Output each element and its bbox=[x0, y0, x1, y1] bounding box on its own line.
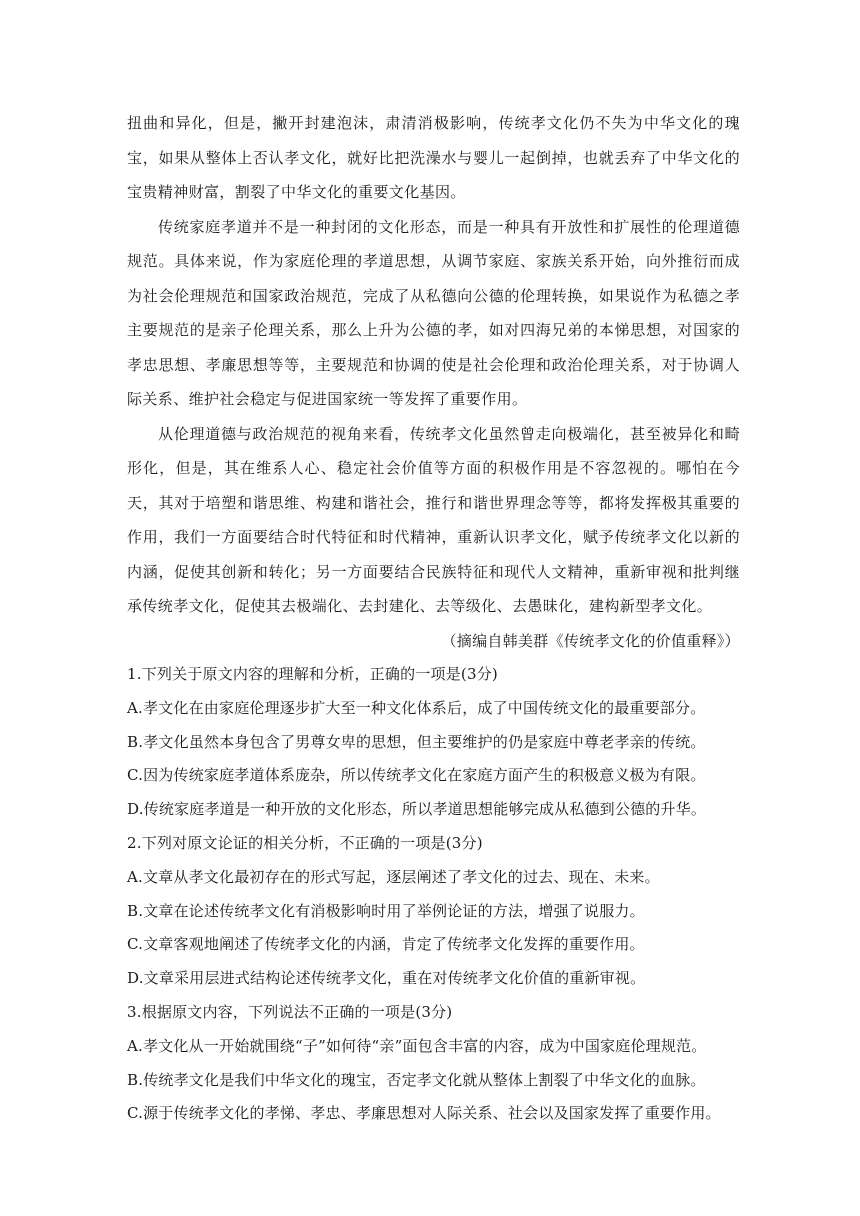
option-c: C.文章客观地阐述了传统孝文化的内涵，肯定了传统孝文化发挥的重要作用。 bbox=[127, 935, 645, 954]
question-stem: 3.根据原文内容，下列说法不正确的一项是(3分) bbox=[127, 1002, 453, 1021]
question-3 bbox=[127, 996, 740, 1131]
option-a: A.文章从孝文化最初存在的形式写起，逐层阐述了孝文化的过去、现在、未来。 bbox=[127, 867, 660, 886]
option-b: B.孝文化虽然本身包含了男尊女卑的思想，但主要维护的仍是家庭中尊老孝亲的传统。 bbox=[127, 732, 706, 751]
option-b: B.传统孝文化是我们中华文化的瑰宝，否定孝文化就从整体上割裂了中华文化的血脉。 bbox=[127, 1070, 706, 1089]
option-c: C.因为传统家庭孝道体系庞杂，所以传统孝文化在家庭方面产生的积极意义极为有限。 bbox=[127, 766, 706, 785]
option-a: A.孝文化在由家庭伦理逐步扩大至一种文化体系后，成了中国传统文化的最重要部分。 bbox=[127, 698, 706, 717]
option-d: D.文章采用层进式结构论述传统孝文化，重在对传统孝文化价值的重新审视。 bbox=[127, 969, 646, 988]
question-2 bbox=[127, 827, 740, 996]
option-b: B.文章在论述传统孝文化有消极影响时用了举例论证的方法，增强了说服力。 bbox=[127, 901, 645, 920]
passage-source: （摘编自韩美群《传统孝文化的价值重释》） bbox=[441, 631, 740, 650]
passage bbox=[127, 106, 740, 658]
question-stem: 1.下列关于原文内容的理解和分析，正确的一项是(3分) bbox=[127, 665, 498, 683]
option-c: C.源于传统孝文化的孝悌、孝忠、孝廉思想对人际关系、社会以及国家发挥了重要作用。 bbox=[127, 1104, 721, 1123]
question-stem: 2.下列对原文论证的相关分析，不正确的一项是(3分) bbox=[127, 833, 483, 852]
passage-paragraph-3: 从伦理道德与政治规范的视角来看，传统孝文化虽然曾走向极端化，甚至被异化和畸形化，但是，其在维系人心、稳定社会价值等方面的积极作用是不容忽视的。哪怕在今天，其对于培塑和谐思维、构建和谐社会，推行和谐世界理念等等，都将发挥极其重要的作用，我们一方面要结合时代特征和时代精神，重新认识孝文化，赋予传统孝文化以新的内涵，促使其创新和转化；另一方面要结合民族特征和现代人文精神，重新审视和批判继承传统孝文化，促使其去极端化、去封建化、去等级化、去愚昧化，建构新型孝文化。 bbox=[127, 424, 740, 615]
option-d: D.传统家庭孝道是一种开放的文化形态，所以孝道思想能够完成从私德到公德的升华。 bbox=[127, 800, 707, 819]
question-1 bbox=[127, 658, 740, 827]
passage-paragraph-1: 扭曲和异化，但是，撇开封建泡沫，肃清消极影响，传统孝文化仍不失为中华文化的瑰宝，如果从整体上否认孝文化，就好比把洗澡水与婴儿一起倒掉，也就丢弃了中华文化的宝贵精神财富，割裂了中华文化的重要文化基因。 bbox=[127, 114, 740, 201]
option-a: A.孝文化从一开始就围绕“子”如何待“亲”面包含丰富的内容，成为中国家庭伦理规范。 bbox=[127, 1036, 707, 1055]
passage-paragraph-2: 传统家庭孝道并不是一种封闭的文化形态，而是一种具有开放性和扩展性的伦理道德规范。具体来说，作为家庭伦理的孝道思想，从调节家庭、家族关系开始，向外推衍而成为社会伦理规范和国家政治规范，完成了从私德向公德的伦理转换，如果说作为私德之孝主要规范的是亲子伦理关系，那么上升为公德的孝，如对四海兄弟的本悌思想，对国家的孝忠思想、孝廉思想等等，主要规范和协调的使是社会伦理和政治伦理关系，对于协调人际关系、维护社会稳定与促进国家统一等发挥了重要作用。 bbox=[127, 217, 740, 408]
